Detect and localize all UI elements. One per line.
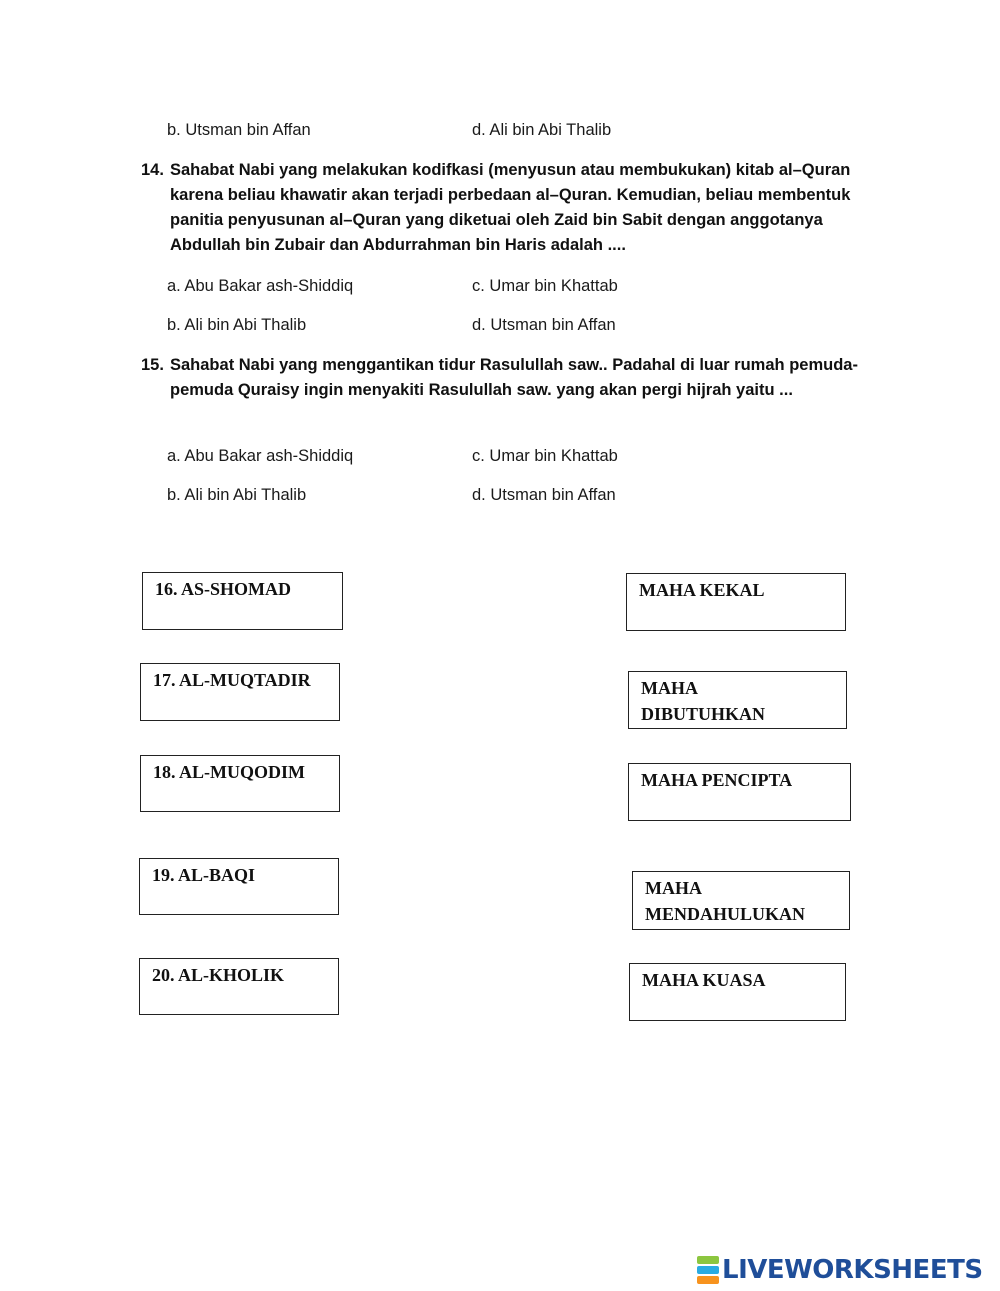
- match-right-maha-pencipta[interactable]: MAHA PENCIPTA: [628, 763, 851, 821]
- match-right-maha-dibutuhkan[interactable]: MAHA DIBUTUHKAN: [628, 671, 847, 729]
- brand-name: LIVEWORKSHEETS: [722, 1255, 983, 1285]
- q15-option-c[interactable]: c. Umar bin Khattab: [472, 447, 618, 465]
- q15-option-d[interactable]: d. Utsman bin Affan: [472, 486, 616, 504]
- liveworksheets-logo: [697, 1253, 983, 1287]
- match-right-maha-kekal[interactable]: MAHA KEKAL: [626, 573, 846, 631]
- question-text: Sahabat Nabi yang menggantikan tidur Rasulullah saw.. Padahal di luar rumah pemuda-pemuda Quraisy ingin menyakiti Rasulullah saw. yang akan pergi hijrah yaitu ...: [170, 356, 858, 399]
- q14-option-c[interactable]: c. Umar bin Khattab: [472, 277, 618, 295]
- q14-option-a[interactable]: a. Abu Bakar ash-Shiddiq: [167, 277, 354, 295]
- question-15: [141, 353, 891, 403]
- q13-option-d[interactable]: d. Ali bin Abi Thalib: [472, 121, 612, 139]
- match-left-16[interactable]: 16. AS-SHOMAD: [142, 572, 343, 630]
- liveworksheets-logo-icon: [697, 1256, 719, 1284]
- match-left-19[interactable]: 19. AL-BAQI: [139, 858, 339, 915]
- q14-option-d[interactable]: d. Utsman bin Affan: [472, 316, 616, 334]
- question-number: 14.: [141, 161, 164, 179]
- q13-option-b[interactable]: b. Utsman bin Affan: [167, 121, 311, 139]
- q14-option-b[interactable]: b. Ali bin Abi Thalib: [167, 316, 307, 334]
- question-number: 15.: [141, 356, 164, 374]
- match-right-maha-mendahulukan[interactable]: MAHA MENDAHULUKAN: [632, 871, 850, 930]
- match-left-17[interactable]: 17. AL-MUQTADIR: [140, 663, 340, 721]
- question-14: [141, 158, 891, 258]
- match-left-20[interactable]: 20. AL-KHOLIK: [139, 958, 339, 1015]
- match-right-maha-kuasa[interactable]: MAHA KUASA: [629, 963, 846, 1021]
- match-left-18[interactable]: 18. AL-MUQODIM: [140, 755, 340, 812]
- question-text: Sahabat Nabi yang melakukan kodifkasi (menyusun atau membukukan) kitab al–Quran karena beliau khawatir akan terjadi perbedaan al–Quran. Kemudian, beliau membentuk panitia penyusunan al–Quran yang diketuai oleh Zaid bin Sabit dengan anggotanya Abdullah bin Zubair dan Abdurrahman bin Haris adalah ....: [170, 161, 851, 254]
- q15-option-a[interactable]: a. Abu Bakar ash-Shiddiq: [167, 447, 354, 465]
- q15-option-b[interactable]: b. Ali bin Abi Thalib: [167, 486, 307, 504]
